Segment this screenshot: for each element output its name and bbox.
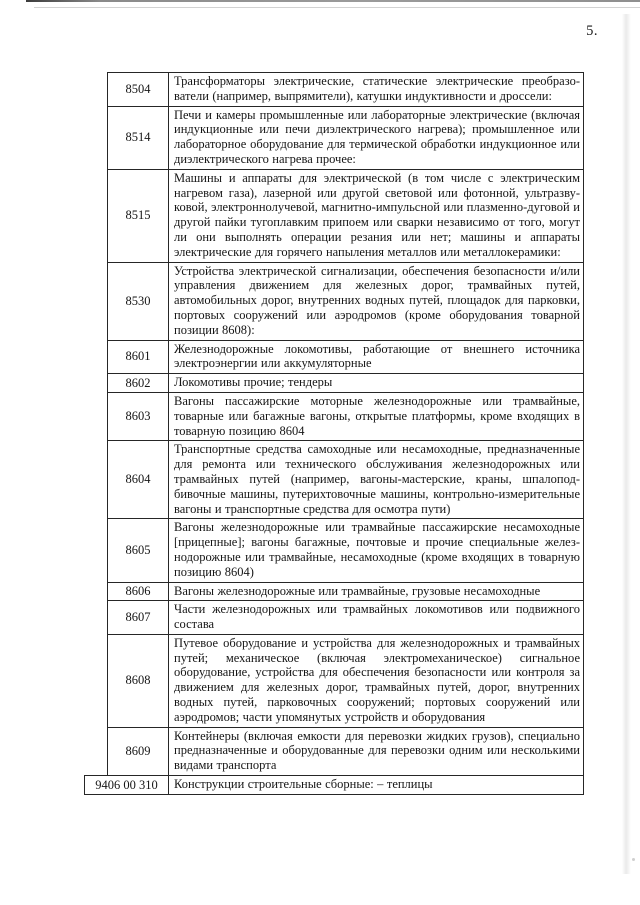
scan-artifact-top-edge [26,0,640,2]
hs-code: 8608 [108,635,169,727]
table-row [107,340,584,374]
table-row [107,72,584,106]
scan-artifact-top-edge-faint [34,7,640,8]
hs-code: 8603 [108,393,169,440]
hs-description: Части железнодорожных или трамвайных локомотивов или подвижного состава [174,602,580,632]
hs-code: 8606 [108,583,169,601]
table-row [84,775,584,795]
hs-code: 8607 [108,601,169,634]
hs-code: 9406 00 310 [85,776,169,794]
hs-description: Печи и камеры промышленные или лабораторные электрические (включая индукционные или печи диэлектрического нагрева); промышленное или лабораторное оборудование для термической обработки индукционное или диэлектрического нагрева прочее: [174,107,580,166]
hs-description: Путевое оборудование и устройства для железнодорожных и трамвайных путей; механическое (включая электромеханическое) сигнальное оборудование, устройства для обеспечения безопасности или контроля за движением для железных дорог, трамвайных путей, дорог, внутренних водных путей, парковочных сооружений; портовых сооружений или аэродромов; части упомянутых устройств и оборудования [174,635,580,724]
hs-description: Вагоны пассажирские моторные железнодорожные или трамвайные, товарные или багажные вагоны, открытые платформы, кроме входящих в товарную позицию 8604 [174,393,580,438]
hs-code: 8602 [108,374,169,392]
hs-code: 8609 [108,728,169,775]
table-row [107,262,584,340]
hs-description: Конструкции строительные сборные: – теплицы [174,777,433,792]
hs-code: 8530 [108,263,169,340]
table-row [107,106,584,169]
hs-code: 8605 [108,519,169,581]
hs-codes-table [95,72,584,795]
page-number: 5. [586,23,598,39]
hs-description: Трансформаторы электрические, статические электрические преобразователи (например, выпрямители), катушки индуктивности и дроссели: [174,74,580,103]
scan-artifact-speck [632,858,635,861]
hs-code: 8515 [108,170,169,262]
table-row [107,169,584,262]
table-row [107,727,584,775]
table-row [107,600,584,634]
table-row [107,634,584,727]
scan-artifact-right-streak [622,14,631,874]
hs-description: Железнодорожные локомотивы, работающие от внешнего источника электроэнергии или аккумуляторные [174,341,580,371]
hs-description: Контейнеры (включая емкости для перевозки жидких грузов), специально предназначенные и оборудованные для перевозки одним или несколькими видами транспорта [174,728,580,773]
hs-description: Локомотивы прочие; тендеры [174,375,333,390]
table-row [107,518,584,581]
hs-description: Транспортные средства самоходные или несамоходные, предназначенные для ремонта или технического обслуживания железнодорожных или трамвайных путей (например, вагоны-мастерские, краны, шпалоподбивочные машины, путерихтовочные машины, контрольно-измерительные вагоны и транспортные средства для осмотра пути) [174,442,580,516]
table-row [107,373,584,392]
hs-code: 8504 [108,73,169,106]
hs-description: Вагоны железнодорожные или трамвайные пассажирские несамоходные [прицепные]; вагоны багажные, почтовые и прочие специальные железнодорожные или трамвайные, несамоходные (кроме входящих в товарную позицию 8604) [174,520,580,579]
table-row [107,582,584,601]
hs-code: 8604 [108,441,169,518]
hs-description: Машины и аппараты для электрической (в том числе с электрическим нагревом газа), лазерной или другой световой или фотонной, ультразвуковой, электроннолучевой, магнитно-импульсной или плазменно-дуговой и другой пайки тугоплавким припоем или сварки независимо от того, могут ли они выполнять операции резания или нет; машины и аппараты электрические для горячего напыления металлов или металлокерамики: [174,170,580,259]
table-row [107,392,584,440]
hs-description: Вагоны железнодорожные или трамвайные, грузовые несамоходные [174,583,541,598]
table-row [107,440,584,518]
hs-code: 8601 [108,341,169,374]
hs-code: 8514 [108,107,169,169]
hs-description: Устройства электрической сигнализации, обеспечения безопасности и/или управления движением для железных дорог, трамвайных путей, автомобильных дорог, внутренних водных путей, площадок для парковки, портовых сооружений или аэродромов (кроме оборудования товарной позиции 8608): [174,263,580,337]
